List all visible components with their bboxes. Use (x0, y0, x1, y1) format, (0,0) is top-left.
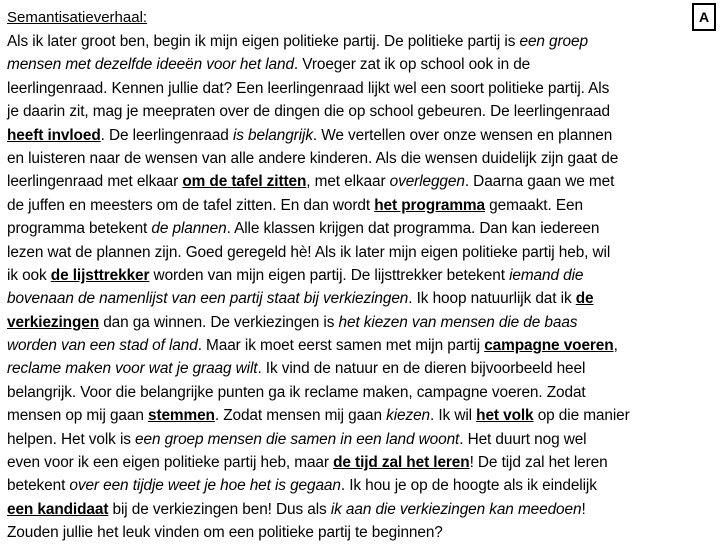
text-run: . Ik hoop natuurlijk dat ik (408, 290, 576, 308)
key-term: het volk (476, 407, 534, 425)
text-line (7, 264, 719, 287)
text-run: . We vertellen over onze wensen en plannen (312, 126, 613, 144)
text-line (7, 77, 719, 100)
text-run: even voor ik een eigen politieke partij heb, maar (7, 454, 334, 472)
key-term: de tijd zal het leren (333, 454, 470, 472)
text-run: dan ga winnen. De verkiezingen is (99, 313, 339, 331)
key-term: de (575, 290, 594, 308)
text-line (7, 498, 719, 521)
text-line (7, 53, 719, 76)
text-run: belangrijk. Voor die belangrijke punten ga ik reclame maken, campagne voeren. Zodat (7, 383, 586, 401)
definition: overleggen (389, 173, 465, 191)
text-line (7, 124, 719, 147)
text-run: leerlingenraad met elkaar (7, 173, 183, 191)
text-line (7, 100, 719, 123)
text-line (7, 287, 719, 310)
definition: de plannen (151, 220, 227, 238)
text-run: . Daarna gaan we met (464, 173, 615, 191)
text-run: Als ik later groot ben, begin ik mijn eigen politieke partij. De politieke partij is (7, 33, 520, 50)
text-line (7, 474, 719, 497)
text-run: lezen wat de plannen zijn. Goed geregeld hè! Als ik later mijn eigen politieke partij heb, wil (7, 243, 611, 261)
text-line (7, 147, 719, 170)
text-run: helpen. Het volk is (7, 430, 136, 448)
text-line (7, 30, 719, 53)
key-term: campagne voeren (484, 337, 614, 355)
text-run: worden van mijn eigen partij. De lijsttrekker betekent (149, 266, 510, 284)
definition: een groep (519, 33, 588, 50)
text-line (7, 194, 719, 217)
text-run: ! De tijd zal het leren (469, 454, 608, 472)
text-run: ik ook (7, 266, 51, 284)
text-run: betekent (7, 477, 70, 495)
text-run: mensen op mij gaan (7, 407, 148, 425)
key-term: om de tafel zitten (182, 173, 307, 191)
definition: een groep mensen die samen in een land woont (135, 430, 460, 448)
definition: reclame maken voor wat je graag wilt (7, 360, 258, 378)
text-run: gemaakt. Een (484, 196, 583, 214)
definition: ik aan die verkiezingen kan meedoen (330, 500, 582, 518)
text-run: . Vroeger zat ik op school ook in de (293, 56, 531, 74)
definition: kiezen (386, 407, 431, 425)
text-run: . Het duurt nog wel (459, 430, 587, 448)
text-line (7, 381, 719, 404)
key-term: een kandidaat (7, 500, 109, 518)
story-body (7, 30, 719, 545)
text-line (7, 357, 719, 380)
text-run: . Zodat mensen mij gaan (214, 407, 387, 425)
text-line (7, 170, 719, 193)
definition: worden van een stad of land (7, 337, 198, 355)
text-run: op die manier (533, 407, 630, 425)
text-line (7, 334, 719, 357)
definition: over een tijdje weet je hoe het is gegaan (69, 477, 341, 495)
text-run: , (613, 337, 618, 355)
text-run: . Ik wil (430, 407, 477, 425)
text-run: . Alle klassen krijgen dat programma. Dan kan iedereen (226, 220, 600, 238)
text-run: . Maar ik moet eerst samen met mijn partij (197, 337, 485, 355)
key-term: stemmen (147, 407, 215, 425)
text-run: . Ik vind de natuur en de dieren bijvoorbeeld heel (257, 360, 586, 378)
key-term: het programma (374, 196, 485, 214)
text-line (7, 217, 719, 240)
text-run: bij de verkiezingen ben! Dus als (108, 500, 331, 518)
definition: het kiezen van mensen die de baas (338, 313, 578, 331)
key-term: heeft invloed (7, 126, 101, 144)
definition: mensen met dezelfde ideeën voor het land (7, 56, 294, 74)
text-line (7, 521, 719, 544)
text-run: de juffen en meesters om de tafel zitten. En dan wordt (7, 196, 375, 214)
text-run: Zouden jullie het leuk vinden om een politieke partij te beginnen? (7, 524, 443, 542)
text-line (7, 428, 719, 451)
text-line (7, 404, 719, 427)
text-line (7, 451, 719, 474)
text-run: , met elkaar (306, 173, 390, 191)
text-line (7, 241, 719, 264)
text-run: programma betekent (7, 220, 152, 238)
story-heading: Semantisatieverhaal: (7, 9, 148, 26)
definition: is belangrijk (232, 126, 313, 144)
text-run: . Ik hou je op de hoogte als ik eindelijk (340, 477, 597, 495)
text-run: en luisteren naar de wensen van alle andere kinderen. Als die wensen duidelijk zijn gaat de (7, 149, 619, 167)
text-line (7, 311, 719, 334)
definition: bovenaan de namenlijst van een partij staat bij verkiezingen (7, 290, 409, 308)
text-run: je daarin zit, mag je meepraten over de dingen die op school gebeuren. De leerlingenraad (7, 103, 610, 121)
key-term: verkiezingen (7, 313, 100, 331)
version-badge: A (692, 3, 716, 31)
text-run: leerlingenraad. Kennen jullie dat? Een leerlingenraad lijkt wel een soort politieke partij. Als (7, 79, 610, 97)
key-term: de lijsttrekker (50, 266, 150, 284)
text-run: ! (581, 500, 586, 518)
text-run: . De leerlingenraad (100, 126, 233, 144)
definition: iemand die (509, 266, 584, 284)
